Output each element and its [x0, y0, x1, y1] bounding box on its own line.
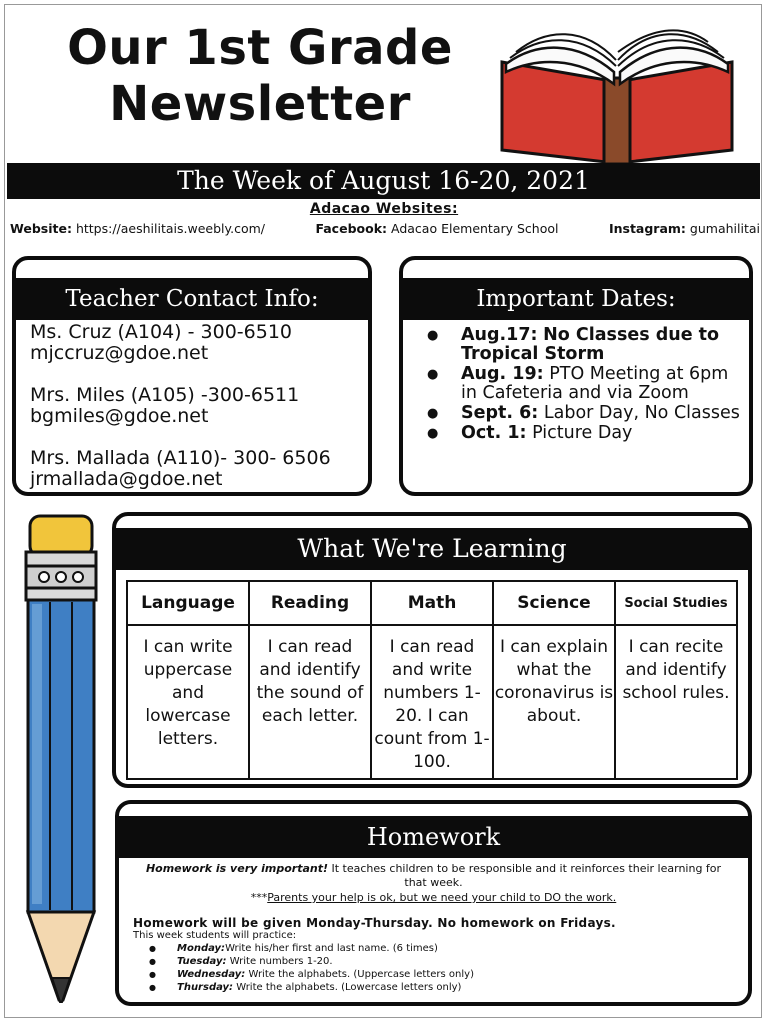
subject-science: Science: [493, 581, 615, 625]
homework-note-prefix: ***: [250, 891, 268, 904]
facebook-label: Facebook:: [315, 221, 388, 236]
homework-intro-text: It teaches children to be responsible and it reinforces their learning for that week.: [331, 862, 722, 889]
goal-social-studies: I can recite and identify school rules.: [615, 625, 737, 779]
teacher-phone: Mrs. Mallada (A110)- 300- 6506: [30, 447, 331, 469]
date-item: [427, 365, 741, 403]
goal-math: I can read and write numbers 1-20. I can count from 1-100.: [371, 625, 493, 779]
websites-row: [10, 221, 760, 236]
teacher-phone: Mrs. Miles (A105) -300-6511: [30, 384, 300, 406]
subject-language: Language: [127, 581, 249, 625]
date-item: [427, 424, 741, 443]
homework-task: Write numbers 1-20.: [229, 956, 333, 967]
learning-heading: What We're Learning: [116, 528, 748, 570]
teacher-contact-list: [16, 320, 368, 490]
subject-social-studies: Social Studies: [615, 581, 737, 625]
teacher-entry: [30, 448, 368, 490]
homework-day-item: [149, 942, 748, 955]
learning-card: [112, 512, 752, 788]
teacher-phone: Ms. Cruz (A104) - 300-6510: [30, 321, 293, 343]
subject-math: Math: [371, 581, 493, 625]
homework-heading: Homework: [119, 816, 748, 858]
website-info: [10, 221, 265, 236]
websites-title: Adacao Websites:: [309, 201, 459, 217]
facebook-info: [315, 221, 558, 236]
homework-parent-note: [119, 891, 748, 904]
homework-day: Tuesday:: [177, 956, 227, 967]
teacher-contact-heading: Teacher Contact Info:: [16, 278, 368, 320]
website-link[interactable]: https://aeshilitais.weebly.com/: [75, 221, 265, 236]
date-label: Sept. 6:: [461, 403, 539, 423]
date-label: Oct. 1:: [461, 423, 527, 443]
homework-practice-label: This week students will practice:: [133, 930, 297, 941]
teacher-email[interactable]: jrmallada@gdoe.net: [30, 468, 223, 490]
title-line-2: Newsletter: [109, 76, 411, 132]
pencil-icon: [16, 512, 106, 1012]
homework-day-list: [149, 942, 748, 994]
date-label: Aug. 19:: [461, 364, 544, 384]
learning-header-row: [127, 581, 737, 625]
important-dates-card: [399, 256, 753, 496]
goal-language: I can write uppercase and lowercase letters.: [127, 625, 249, 779]
open-book-icon: [496, 22, 738, 164]
homework-task: Write his/her first and last name. (6 times): [225, 943, 438, 954]
learning-table: [126, 580, 738, 780]
title-line-1: Our 1st Grade: [67, 20, 453, 76]
homework-note-text: Parents your help is ok, but we need your child to DO the work.: [267, 891, 617, 904]
teacher-entry: [30, 385, 368, 427]
homework-day-item: [149, 955, 748, 968]
homework-day: Thursday:: [177, 982, 234, 993]
homework-intro-bold: Homework is very important!: [145, 862, 328, 875]
homework-task: Write the alphabets. (Lowercase letters only): [236, 982, 462, 993]
teacher-email[interactable]: bgmiles@gdoe.net: [30, 405, 209, 427]
date-text: Labor Day, No Classes: [543, 403, 740, 423]
learning-goal-row: [127, 625, 737, 779]
instagram-info: [609, 221, 760, 236]
homework-day-item: [149, 981, 748, 994]
homework-day-item: [149, 968, 748, 981]
date-text: Picture Day: [532, 423, 633, 443]
date-text: No Classes due to Tropical Storm: [461, 325, 720, 364]
subject-reading: Reading: [249, 581, 371, 625]
instagram-value: gumahilitai: [689, 221, 760, 236]
important-dates-list: [403, 320, 749, 443]
goal-science: I can explain what the coronavirus is about.: [493, 625, 615, 779]
date-item: [427, 326, 741, 364]
teacher-contact-card: [12, 256, 372, 496]
homework-intro: [119, 858, 748, 890]
week-banner: The Week of August 16-20, 2021: [7, 163, 760, 199]
teacher-email[interactable]: mjccruz@gdoe.net: [30, 342, 209, 364]
teacher-entry: [30, 322, 368, 364]
homework-card: [115, 800, 752, 1006]
homework-schedule: Homework will be given Monday-Thursday. No homework on Fridays.: [133, 916, 616, 930]
goal-reading: I can read and identify the sound of each letter.: [249, 625, 371, 779]
important-dates-heading: Important Dates:: [403, 278, 749, 320]
instagram-label: Instagram:: [608, 221, 686, 236]
homework-task: Write the alphabets. (Uppercase letters only): [248, 969, 474, 980]
date-text: PTO Meeting at 6pm in Cafeteria and via Zoom: [461, 364, 729, 403]
website-label: Website:: [10, 221, 72, 236]
homework-day: Monday:: [177, 943, 226, 954]
newsletter-title: [40, 20, 480, 132]
date-item: [427, 404, 741, 423]
date-label: Aug.17:: [461, 325, 538, 345]
facebook-value: Adacao Elementary School: [391, 221, 559, 236]
homework-day: Wednesday:: [177, 969, 246, 980]
